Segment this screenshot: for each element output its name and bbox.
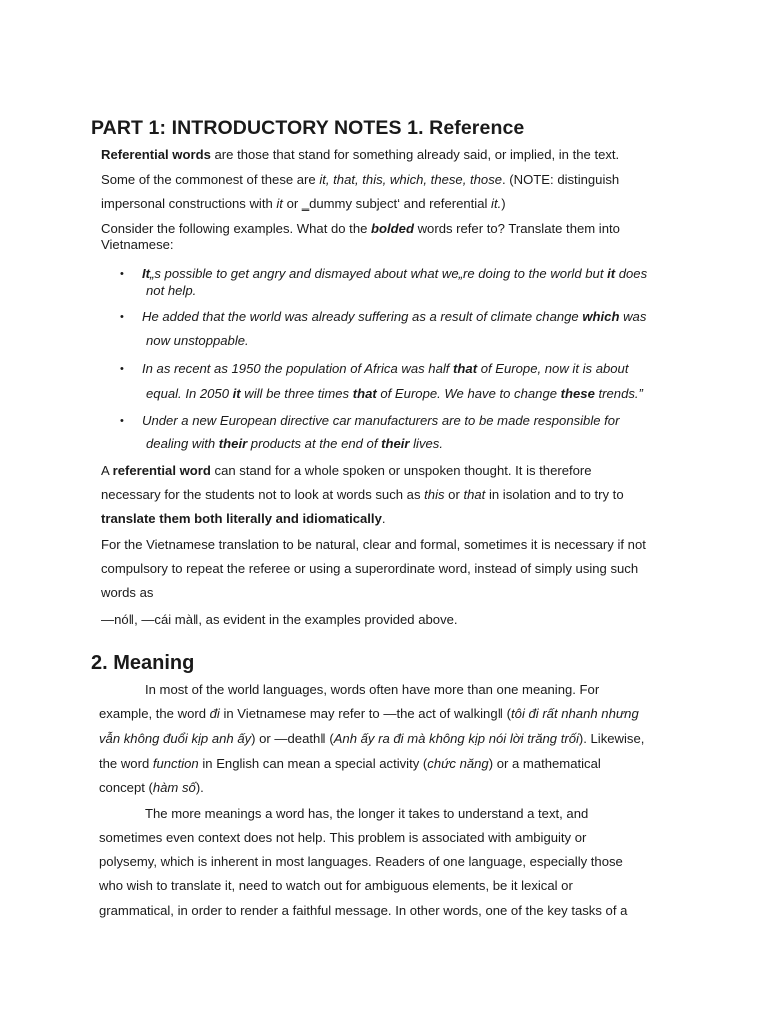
text-run: it, that, this, which, these, those [319, 172, 503, 187]
text-run: words refer to? Translate them into [413, 221, 620, 236]
bullet-marker: • [120, 268, 124, 280]
bullet-item-line [142, 266, 647, 282]
text-run: Vietnamese: [101, 237, 174, 252]
paragraph-line [99, 854, 623, 870]
text-run: . (NOTE: distinguish [502, 172, 620, 187]
text-run: In most of the world languages, words often have more than one meaning. For [145, 682, 600, 697]
paragraph-line [99, 830, 586, 846]
paragraph-line [99, 731, 644, 747]
text-run: referential word [112, 463, 211, 478]
text-run: ) [501, 196, 506, 211]
text-run: vẫn không đuổi kịp anh ấy [99, 731, 252, 746]
text-run: The more meanings a word has, the longer it takes to understand a text, and [145, 806, 589, 821]
bullet-marker: • [120, 311, 124, 323]
text-run: it. [491, 196, 502, 211]
text-run: necessary for the students not to look at words such as [101, 487, 425, 502]
paragraph-line [145, 806, 588, 822]
text-run: was [619, 309, 647, 324]
text-run: not help. [146, 283, 197, 298]
text-run: that [453, 361, 478, 376]
text-run: Some of the commonest of these are [101, 172, 320, 187]
paragraph-line [101, 537, 646, 553]
text-run: that [463, 487, 486, 502]
text-run: it [607, 266, 616, 281]
text-run: lives. [409, 436, 443, 451]
paragraph-line [101, 221, 620, 237]
text-run: or ‗dummy subject‘ and referential [282, 196, 492, 211]
text-run: ) or —death‖ ( [251, 731, 334, 746]
bullet-item-line [146, 386, 643, 402]
text-run: Under a new European directive car manufacturers are to be made responsible for [142, 413, 620, 428]
text-run: in isolation and to try to [485, 487, 624, 502]
text-run: A [101, 463, 113, 478]
text-run: translate them both literally and idiomatically [101, 511, 382, 526]
text-run: Consider the following examples. What do the [101, 221, 372, 236]
text-run: In as recent as 1950 the population of Africa was half [142, 361, 454, 376]
text-run: can stand for a whole spoken or unspoken thought. It is therefore [210, 463, 592, 478]
text-run: it [232, 386, 241, 401]
paragraph-line [101, 612, 458, 628]
text-run: concept ( [99, 780, 153, 795]
text-run: ). [195, 780, 204, 795]
text-run: example, the word [99, 706, 210, 721]
text-run: For the Vietnamese translation to be natural, clear and formal, sometimes it is necessary if not [101, 537, 646, 552]
bullet-item-line [142, 309, 646, 325]
text-run: bolded [371, 221, 414, 236]
text-run: their [218, 436, 248, 451]
bullet-marker: • [120, 363, 124, 375]
paragraph-line [99, 780, 204, 796]
text-run: impersonal constructions with [101, 196, 277, 211]
paragraph-line [99, 756, 601, 772]
text-run: sometimes even context does not help. This problem is associated with ambiguity or [99, 830, 587, 845]
text-run: —nó‖, —cái mà‖, as evident in the examples provided above. [101, 612, 458, 627]
paragraph-line [145, 682, 599, 698]
text-run: in Vietnamese may refer to —the act of walking‖ ( [219, 706, 512, 721]
text-run: tôi đi rất nhanh nhưng [511, 706, 639, 721]
paragraph-line [101, 585, 153, 601]
text-run: of Europe. We have to change [376, 386, 561, 401]
text-run: „s possible to get angry and dismayed about what we„re doing to the world but [150, 266, 608, 281]
paragraph-line [101, 196, 506, 212]
paragraph-line [101, 487, 624, 503]
text-run: or [444, 487, 464, 502]
text-run: words as [101, 585, 154, 600]
text-run: grammatical, in order to render a faithful message. In other words, one of the key tasks of a [99, 903, 628, 918]
paragraph-line [99, 903, 627, 919]
paragraph-line [99, 878, 573, 894]
text-run: of Europe, now it is about [477, 361, 629, 376]
paragraph-line [101, 561, 638, 577]
text-run: their [381, 436, 410, 451]
text-run: products at the end of [247, 436, 382, 451]
paragraph-line [101, 237, 174, 253]
paragraph-line [101, 172, 619, 188]
text-run: now unstoppable. [146, 333, 249, 348]
paragraph-line [101, 147, 619, 163]
text-run: It [142, 266, 150, 281]
paragraph-line [101, 511, 386, 527]
text-run: in English can mean a special activity ( [198, 756, 428, 771]
text-run: which [582, 309, 620, 324]
text-run: it [276, 196, 283, 211]
text-run: this [424, 487, 445, 502]
text-run: does [615, 266, 648, 281]
section-heading-reference: PART 1: INTRODUCTORY NOTES 1. Reference [91, 117, 525, 139]
text-run: who wish to translate it, need to watch out for ambiguous elements, be it lexical or [99, 878, 573, 893]
text-run: polysemy, which is inherent in most languages. Readers of one language, especially those [99, 854, 623, 869]
paragraph-line [99, 706, 639, 722]
bullet-marker: • [120, 415, 124, 427]
bullet-item-line [142, 361, 628, 377]
text-run: dealing with [146, 436, 219, 451]
text-run: hàm số [152, 780, 196, 795]
text-run: trends.” [594, 386, 643, 401]
text-run: đi [209, 706, 220, 721]
text-run: Referential words [101, 147, 211, 162]
text-run: the word [99, 756, 153, 771]
bullet-item-line [146, 333, 249, 349]
text-run: that [352, 386, 377, 401]
text-run: function [152, 756, 199, 771]
section-heading-meaning: 2. Meaning [91, 652, 195, 674]
text-run: ). Likewise, [578, 731, 645, 746]
text-run: chức năng [427, 756, 489, 771]
bullet-item-line [146, 436, 443, 452]
text-run: compulsory to repeat the referee or using a superordinate word, instead of simply using such [101, 561, 639, 576]
text-run: He added that the world was already suffering as a result of climate change [142, 309, 583, 324]
bullet-item-line [142, 413, 619, 429]
paragraph-line [101, 463, 592, 479]
text-run: . [381, 511, 386, 526]
text-run: will be three times [240, 386, 353, 401]
text-run: these [560, 386, 595, 401]
text-run: equal. In 2050 [146, 386, 233, 401]
text-run: are those that stand for something already said, or implied, in the text. [210, 147, 620, 162]
text-run: Anh ấy ra đi mà không kịp nói lời trăng trối [333, 731, 579, 746]
text-run: ) or a mathematical [488, 756, 601, 771]
bullet-item-line [146, 283, 196, 299]
